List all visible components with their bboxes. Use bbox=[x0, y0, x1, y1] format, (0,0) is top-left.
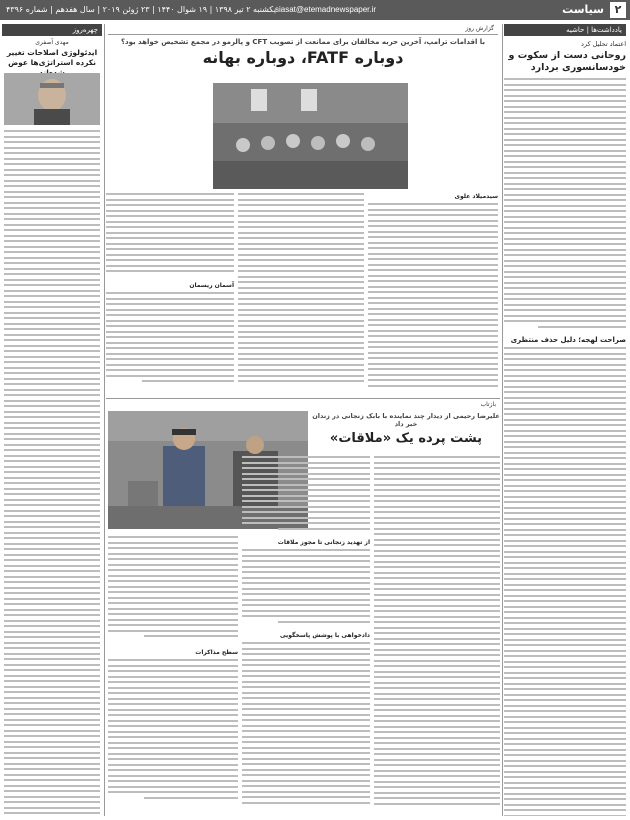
portrait-illustration bbox=[4, 73, 100, 125]
center-bottom-body-4 bbox=[242, 642, 370, 812]
center-bottom-body-2 bbox=[242, 456, 370, 536]
center-top-headline: دوباره FATF، دوباره بهانه bbox=[202, 48, 404, 67]
center-bottom-body-5 bbox=[108, 536, 238, 646]
center-bottom-header bbox=[312, 412, 500, 452]
center-top-body-4 bbox=[106, 292, 234, 392]
article-divider bbox=[106, 398, 500, 399]
center-bottom-body-3 bbox=[242, 549, 370, 629]
meeting-photo-illustration bbox=[213, 83, 408, 189]
center-bottom-subhead-1: از تهدید زنجانی تا مجوز ملاقات bbox=[277, 539, 370, 546]
officials-meeting-photo bbox=[213, 83, 408, 189]
section-email: siasat@etemadnewspaper.ir bbox=[275, 5, 377, 14]
center-bottom-kicker: علیرضا رحیمی از دیدار چند نماینده با بابک زنجانی در زندان خبر داد bbox=[312, 412, 500, 428]
center-top-text bbox=[106, 193, 498, 393]
center-bottom-headline: پشت پرده یک «ملاقات» bbox=[329, 431, 483, 446]
center-bottom-body-6 bbox=[108, 659, 238, 809]
center-top-kicker: با اقدامات ترامپ، آخرین حربه مخالفان برای ممانعت از تصویب CFT و پالرمو در مجمع تشخیص خواهد بود؟ bbox=[120, 38, 486, 46]
right-section-label: یادداشت‌ها | حاشیه bbox=[504, 24, 626, 36]
right-column bbox=[504, 24, 626, 816]
issue-date: یکشنبه ۲ تیر ۱۳۹۸ | ۱۹ شوال ۱۴۴۰ | ۲۳ ژوئن ۲۰۱۹ | سال هفدهم | شماره ۴۳۹۶ bbox=[6, 5, 276, 14]
right-article-body-2 bbox=[504, 347, 626, 816]
right-headline: روحانی دست از سکوت و خودسانسوری بردارد bbox=[508, 50, 626, 73]
portrait-photo bbox=[4, 73, 100, 125]
center-bottom-section-label: بازتاب bbox=[106, 400, 500, 410]
right-kicker: اعتماد تحلیل کرد bbox=[580, 40, 626, 48]
page-number: ۲ bbox=[610, 2, 626, 18]
center-top-body-1 bbox=[368, 203, 498, 391]
right-article-body bbox=[504, 78, 626, 333]
center-bottom-subhead-3: سطح مذاکرات bbox=[195, 649, 238, 656]
center-top-section-label: گزارش روز bbox=[108, 24, 498, 35]
center-top-body-2 bbox=[238, 193, 364, 389]
right-subhead: صراحت لهجه؛ دلیل حذف منتظری bbox=[510, 336, 626, 344]
center-bottom-body-1 bbox=[374, 456, 500, 812]
left-headline: ایدئولوژی اصلاحات تغییر نکرده استراتژی‌ها عوض bbox=[6, 48, 98, 67]
center-bottom-text bbox=[108, 456, 500, 816]
left-section-label: چهره‌روز bbox=[2, 24, 102, 36]
section-title: سیاست bbox=[562, 3, 604, 16]
center-bottom-subhead-2: دادخواهی با پوشش پاسخگویی bbox=[279, 632, 370, 639]
center-top-byline: سیدمیلاد علوی bbox=[454, 193, 498, 200]
center-top-body-3 bbox=[106, 193, 234, 279]
left-body bbox=[4, 130, 100, 814]
column-divider bbox=[502, 24, 503, 816]
page-header bbox=[0, 0, 630, 20]
center-top-subhead: آسمان ریسمان bbox=[189, 282, 234, 289]
left-kicker: مهدی آصفری bbox=[35, 39, 69, 46]
left-article-body bbox=[4, 130, 100, 814]
column-divider-left bbox=[104, 24, 105, 816]
